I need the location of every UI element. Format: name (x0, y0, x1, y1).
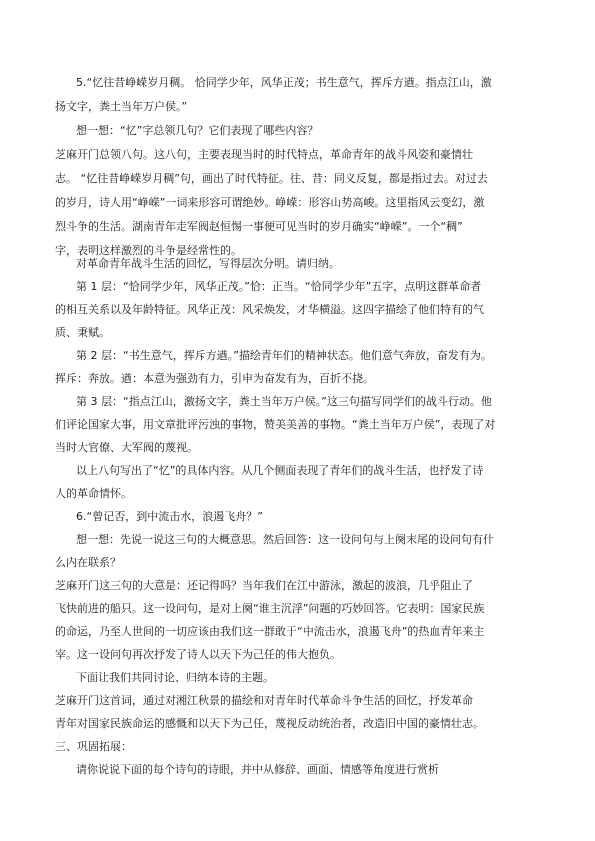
text-line: 的命运，乃至人世间的一切应该由我们这一群敢于“中流击水，浪遏飞舟”的热血青年来主 (55, 625, 485, 638)
text-line: 烈斗争的生活。湖南青年走军阀赵恒惕一事便可见当时的岁月确实“峥嵘”。一个“稠” (55, 220, 463, 233)
text-line: 宰。这一设问句再次抒发了诗人以天下为己任的伟大抱负。 (55, 648, 341, 661)
text-line: 志。 “忆往昔峥嵘岁月稠”句，画出了时代特征。往、昔：同义反复，都是指过去。对过去 (55, 172, 488, 185)
section-heading: 三、巩固拓展： (55, 740, 132, 753)
text-line: 想一想：先说一说这三句的大概意思。然后回答：这一设问句与上阕末尾的设问句有什 (76, 533, 494, 546)
text-line: 5.“忆往昔峥嵘岁月稠。 恰同学少年，风华正茂；书生意气，挥斥方遒。指点江山，激 (76, 76, 492, 89)
text-line: 么内在联系？ (55, 556, 121, 569)
text-line: 下面让我们共同讨论、归纳本诗的主题。 (76, 671, 274, 684)
text-line: 想一想：“忆”字总领几句？它们表现了哪些内容？ (76, 124, 319, 137)
text-line: 挥斥：奔放。遒：本意为强劲有力，引申为奋发有为，百折不挠。 (55, 372, 374, 385)
text-line: 第 3 层：“指点江山，激扬文字，粪土当年万户侯。”这三句描写同学们的战斗行动。他 (76, 395, 492, 408)
text-line: 请你说说下面的每个诗句的诗眼，并中从修辞、画面、情感等角度进行赏析 (76, 763, 439, 776)
text-line: 第 1 层：“恰同学少年，风华正茂。”恰：正当。“恰同学少年”五字，点明这群革命者 (76, 280, 482, 293)
text-line: 字，表明这样激烈的斗争是经常性的。 (55, 244, 242, 257)
text-line: 青年对国家民族命运的感慨和以天下为己任，蔑视反动统治者，改造旧中国的豪情壮志。 (55, 717, 484, 730)
text-line: 对革命青年战斗生活的回忆，写得层次分明。请归纳。 (76, 257, 340, 270)
text-line: 们评论国家大事，用文章批评污浊的事物，赞美美善的事物。“粪土当年万户侯”，表现了对 (55, 418, 496, 431)
text-line: 的相互关系以及年龄特征。风华正茂：风采焕发，才华横溢。这四字描绘了他们特有的气 (55, 303, 484, 316)
text-line: 扬文字，粪土当年万户侯。” (55, 100, 188, 113)
text-line: 芝麻开门这首词，通过对湘江秋景的描绘和对青年时代革命斗争生活的回忆，抒发革命 (55, 694, 473, 707)
text-line: 第 2 层：“书生意气，挥斥方遒。”描绘青年们的精神状态。他们意气奔放，奋发有为。 (76, 349, 492, 362)
text-line: 飞快前进的船只。这一设问句，是对上阕“谁主沉浮”问题的巧妙回答。它表明：国家民族 (55, 602, 485, 615)
text-line: 当时大官僚、大军阀的蔑视。 (55, 441, 198, 454)
text-line: 的岁月，诗人用“峥嵘”一词来形容可谓绝妙。峥嵘：形容山势高峻。这里指风云变幻，激 (55, 196, 485, 209)
text-line: 以上八句写出了“忆”的具体内容。从几个侧面表现了青年们的战斗生活，也抒发了诗 (76, 464, 484, 477)
text-line: 6.“曾记否，到中流击水，浪遏飞舟？” (76, 510, 263, 523)
text-line: 芝麻开门总领八句。这八句，主要表现当时的时代特点，革命青年的战斗风姿和豪情壮 (55, 148, 473, 161)
text-line: 芝麻开门这三句的大意是：还记得吗？当年我们在江中游泳，激起的波浪，几乎阻止了 (55, 579, 473, 592)
text-line: 质、秉赋。 (55, 326, 110, 339)
text-line: 人的革命情怀。 (55, 487, 132, 500)
